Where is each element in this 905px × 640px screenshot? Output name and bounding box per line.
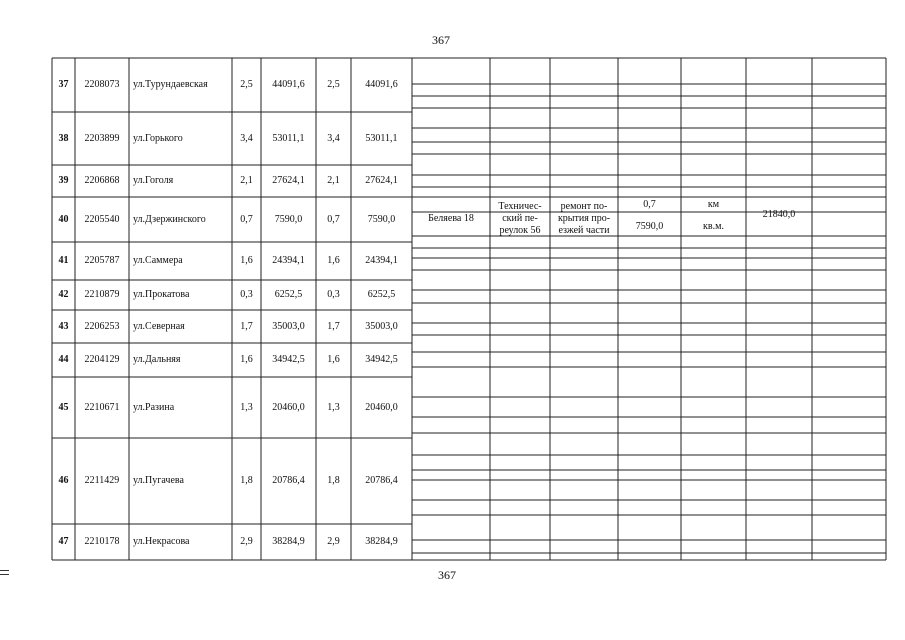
- street-name: ул.Горького: [133, 132, 183, 144]
- text-line: реулок 56: [499, 224, 541, 236]
- street-name: ул.Прокатова: [133, 289, 190, 300]
- street-name: ул.Северная: [133, 320, 185, 332]
- text-line: крытия про-: [557, 212, 611, 224]
- area-sqm: 7590,0: [274, 213, 303, 225]
- length-km: 2,1: [240, 175, 253, 186]
- work-type: [550, 197, 618, 240]
- area-sqm: 53011,1: [272, 132, 305, 144]
- length-km: 0,3: [240, 289, 253, 300]
- road-code: 2210671: [84, 401, 120, 413]
- area-sqm-2: 53011,1: [365, 132, 398, 144]
- length-km: 1,6: [240, 255, 253, 266]
- street-name: ул.Разина: [133, 401, 175, 413]
- length-km-2: 1,8: [327, 475, 340, 486]
- cost-value: [746, 197, 812, 232]
- length-km-2: 0,7: [327, 213, 340, 225]
- area-sqm-2: 24394,1: [365, 255, 398, 266]
- area-sqm: 6252,5: [274, 289, 303, 300]
- area-sqm-2: 27624,1: [365, 175, 398, 186]
- quantity-km: [618, 197, 681, 212]
- work-address: [412, 197, 490, 240]
- street-name: ул.Дзержинского: [133, 213, 206, 225]
- quantity-area: [618, 217, 681, 237]
- area-sqm: 20786,4: [272, 475, 305, 486]
- length-km-2: 0,3: [327, 289, 340, 300]
- text-line: кв.м.: [703, 221, 724, 232]
- area-sqm: 34942,5: [272, 354, 305, 365]
- lane-name: [490, 197, 550, 240]
- area-sqm-2: 35003,0: [365, 320, 398, 332]
- row-number: 43: [58, 320, 69, 332]
- length-km: 2,9: [240, 536, 253, 547]
- length-km: 1,7: [240, 320, 253, 332]
- area-sqm: 27624,1: [272, 175, 305, 186]
- street-name: ул.Саммера: [133, 255, 183, 266]
- road-code: 2206868: [84, 175, 120, 186]
- length-km-2: 1,3: [327, 401, 340, 413]
- length-km-2: 1,6: [327, 354, 340, 365]
- text-line: 21840,0: [762, 208, 796, 220]
- road-code: 2206253: [84, 320, 120, 332]
- road-code: 2203899: [84, 132, 120, 144]
- text-line: Беляева 18: [428, 212, 474, 224]
- road-code: 2205540: [84, 213, 120, 225]
- area-sqm-2: 7590,0: [367, 213, 396, 225]
- unit-area: [681, 217, 746, 237]
- street-name: ул.Дальняя: [133, 354, 181, 365]
- row-number: 47: [58, 536, 69, 547]
- row-number: 39: [58, 175, 69, 186]
- area-sqm: 38284,9: [272, 536, 305, 547]
- length-km: 2,5: [240, 79, 253, 90]
- row-number: 38: [58, 132, 69, 144]
- length-km: 1,6: [240, 354, 253, 365]
- area-sqm: 44091,6: [272, 79, 305, 90]
- road-code: 2208073: [84, 79, 120, 90]
- unit-km: [681, 197, 746, 212]
- length-km: 0,7: [240, 213, 253, 225]
- area-sqm-2: 20460,0: [365, 401, 398, 413]
- street-name: ул.Пугачева: [133, 475, 184, 486]
- area-sqm-2: 44091,6: [365, 79, 398, 90]
- row-number: 42: [58, 289, 69, 300]
- street-name: ул.Гоголя: [133, 175, 174, 186]
- area-sqm-2: 38284,9: [365, 536, 398, 547]
- text-line: 7590,0: [635, 221, 664, 232]
- page-number-bottom: 367: [438, 568, 456, 582]
- area-sqm-2: 34942,5: [365, 354, 398, 365]
- text-line: езжей части: [558, 224, 610, 236]
- row-number: 44: [58, 354, 69, 365]
- area-sqm-2: 6252,5: [367, 289, 396, 300]
- road-code: 2211429: [84, 475, 120, 486]
- length-km-2: 1,6: [327, 255, 340, 266]
- length-km: 1,8: [240, 475, 253, 486]
- street-name: ул.Некрасова: [133, 536, 190, 547]
- length-km: 1,3: [240, 401, 253, 413]
- text-line: ремонт по-: [560, 200, 608, 212]
- road-code: 2205787: [84, 255, 120, 266]
- text-line: 0,7: [643, 198, 656, 210]
- area-sqm: 20460,0: [272, 401, 305, 413]
- road-code: 2204129: [84, 354, 120, 365]
- length-km-2: 3,4: [327, 132, 340, 144]
- row-number: 41: [58, 255, 69, 266]
- length-km-2: 2,1: [327, 175, 340, 186]
- street-name: ул.Турундаевская: [133, 79, 208, 90]
- row-number: 46: [58, 475, 69, 486]
- length-km-2: 2,9: [327, 536, 340, 547]
- length-km-2: 2,5: [327, 79, 340, 90]
- length-km-2: 1,7: [327, 320, 340, 332]
- length-km: 3,4: [240, 132, 253, 144]
- road-code: 2210178: [84, 536, 120, 547]
- row-number: 40: [58, 213, 69, 225]
- road-code: 2210879: [84, 289, 120, 300]
- text-line: Техничес-: [498, 200, 542, 212]
- text-line: ский пе-: [502, 212, 538, 224]
- row-number: 45: [58, 401, 69, 413]
- text-line: км: [707, 198, 720, 210]
- area-sqm-2: 20786,4: [365, 475, 398, 486]
- row-number: 37: [58, 79, 69, 90]
- area-sqm: 35003,0: [272, 320, 305, 332]
- page-number-top: 367: [432, 33, 450, 47]
- area-sqm: 24394,1: [272, 255, 305, 266]
